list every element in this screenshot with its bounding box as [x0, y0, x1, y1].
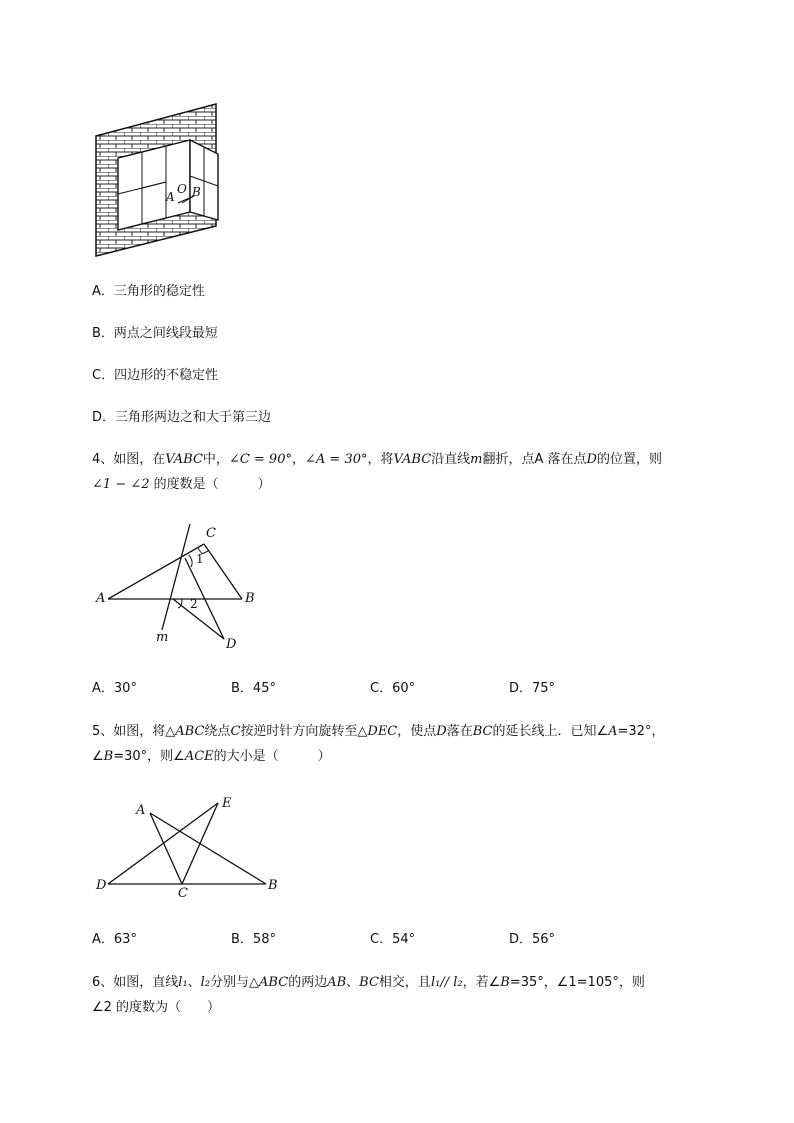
text: 分别与△ — [210, 975, 260, 990]
q5-rotation-figure — [100, 795, 280, 895]
text: 中， — [202, 452, 229, 467]
q4-stem-line2 — [92, 477, 271, 493]
math: BC — [472, 724, 493, 739]
option-key: A． — [92, 284, 114, 299]
label-e: E — [222, 796, 232, 811]
math: ∠A = 30° — [305, 452, 368, 467]
text: 翻折，点A 落在点 — [482, 452, 587, 467]
q3-option-a — [92, 284, 205, 300]
math: B — [500, 975, 510, 990]
option-text: 75° — [532, 681, 556, 696]
option-key: D． — [92, 410, 116, 425]
option-key: D． — [509, 681, 533, 696]
q3-option-b — [92, 326, 218, 342]
q5-option-a — [92, 932, 137, 948]
math: D — [586, 452, 597, 467]
math: ∠1 − ∠2 — [92, 477, 150, 492]
option-text: 60° — [392, 681, 416, 696]
math: ACE — [184, 749, 214, 764]
q4-triangle-figure — [90, 520, 280, 660]
label-a: A — [96, 591, 106, 606]
text: =32°， — [617, 724, 665, 739]
option-text: 两点之间线段最短 — [113, 326, 218, 341]
math: AB — [327, 975, 347, 990]
option-text: 三角形两边之和大于第三边 — [115, 410, 272, 425]
option-text: 三角形的稳定性 — [113, 284, 205, 299]
q5-stem-line2 — [92, 749, 331, 765]
q3-option-c — [92, 368, 218, 384]
text: 6、如图，直线 — [92, 975, 179, 990]
option-key: B． — [92, 326, 114, 341]
option-key: B． — [231, 932, 253, 947]
q3-option-d — [92, 410, 271, 426]
text: 绕点 — [204, 724, 231, 739]
math: ABC — [259, 975, 289, 990]
label-c: C — [178, 886, 188, 901]
text: ∠2 的度数为（ ） — [92, 1000, 221, 1015]
math: DEC — [367, 724, 398, 739]
option-key: C． — [92, 368, 115, 383]
math: m — [470, 452, 483, 467]
text: 5、如图，将△ — [92, 724, 176, 739]
q4-stem-line1 — [92, 452, 662, 468]
label-b: B — [245, 591, 255, 606]
label-b: B — [192, 185, 201, 199]
math: VABC — [393, 452, 432, 467]
math: C — [230, 724, 241, 739]
label-angle-2: 2 — [190, 597, 198, 611]
option-key: B． — [231, 681, 253, 696]
q4-option-c — [370, 681, 415, 697]
option-key: A． — [92, 932, 114, 947]
label-c: C — [206, 526, 216, 541]
q4-option-b — [231, 681, 276, 697]
text: 的延长线上．已知∠ — [492, 724, 609, 739]
text: ，使点 — [397, 724, 437, 739]
text: 沿直线 — [431, 452, 471, 467]
q4-option-a — [92, 681, 137, 697]
text: 的大小是（ ） — [213, 749, 331, 764]
label-d: D — [96, 878, 107, 893]
q5-option-d — [509, 932, 555, 948]
label-b: B — [268, 878, 278, 893]
text: ， — [291, 452, 305, 467]
label-a: A — [136, 803, 146, 818]
label-o: O — [177, 182, 187, 196]
q4-option-d — [509, 681, 555, 697]
text: 4、如图，在 — [92, 452, 166, 467]
label-m: m — [156, 630, 169, 645]
text: 、 — [346, 975, 360, 990]
option-text: 54° — [392, 932, 416, 947]
label-d: D — [226, 637, 237, 652]
window-wall-figure — [92, 100, 227, 260]
text: 落在 — [446, 724, 473, 739]
math: l₁ — [178, 975, 188, 990]
option-text: 63° — [113, 932, 137, 947]
q6-stem-line1 — [92, 975, 645, 991]
text: ，将 — [367, 452, 394, 467]
math: ∠C = 90° — [228, 452, 292, 467]
q5-stem-line1 — [92, 724, 664, 740]
option-key: C． — [370, 932, 393, 947]
text: 的位置，则 — [596, 452, 662, 467]
q5-option-b — [231, 932, 276, 948]
math: B — [103, 749, 114, 764]
text: ，若∠ — [462, 975, 501, 990]
text: ∠ — [92, 749, 104, 764]
text: =35°，∠1=105°，则 — [509, 975, 645, 990]
q5-option-c — [370, 932, 415, 948]
math: l₁// l₂ — [430, 975, 463, 990]
text: 按逆时针方向旋转至△ — [240, 724, 368, 739]
option-text: 58° — [252, 932, 276, 947]
option-text: 四边形的不稳定性 — [114, 368, 219, 383]
label-a: A — [166, 190, 175, 204]
option-key: A． — [92, 681, 114, 696]
text: 、 — [187, 975, 201, 990]
math: BC — [359, 975, 379, 990]
text: 的度数是（ ） — [149, 477, 271, 492]
math: VABC — [165, 452, 203, 467]
math: D — [436, 724, 447, 739]
option-key: D． — [509, 932, 533, 947]
math: l₂ — [200, 975, 211, 990]
text: 相交，且 — [378, 975, 431, 990]
q6-stem-line2 — [92, 1000, 220, 1016]
option-key: C． — [370, 681, 393, 696]
option-text: 30° — [113, 681, 137, 696]
text: 的两边 — [288, 975, 328, 990]
label-angle-1: 1 — [196, 552, 204, 566]
option-text: 45° — [252, 681, 276, 696]
option-text: 56° — [532, 932, 556, 947]
math: A — [608, 724, 618, 739]
math: ABC — [175, 724, 205, 739]
text: =30°，则∠ — [113, 749, 185, 764]
